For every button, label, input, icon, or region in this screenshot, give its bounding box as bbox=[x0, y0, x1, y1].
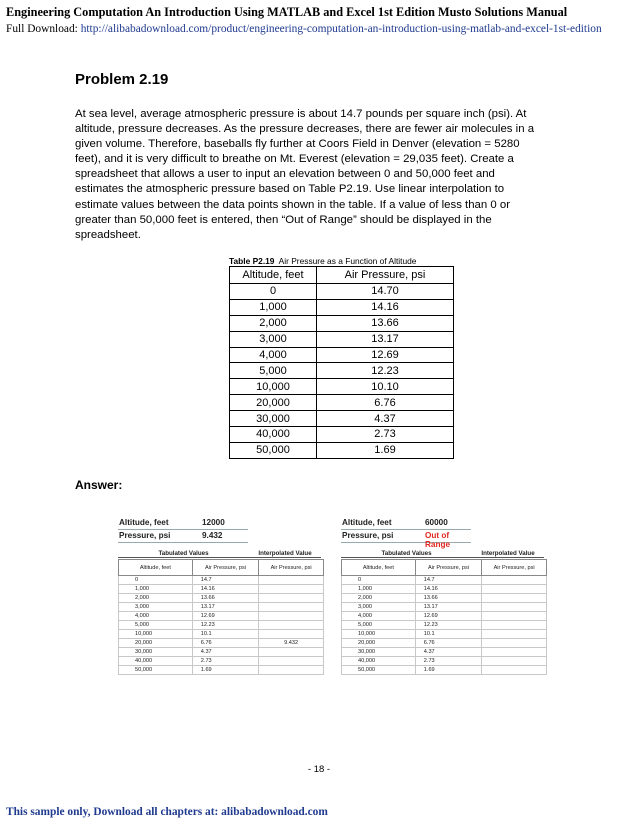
table-row bbox=[230, 315, 454, 331]
altitude-cell: 30,000 bbox=[230, 411, 317, 427]
sheet-pressure-cell: 14.16 bbox=[192, 585, 258, 594]
altitude-cell: 10,000 bbox=[230, 379, 317, 395]
spreadsheet-row bbox=[119, 630, 324, 639]
tabulated-values-header: Tabulated Values bbox=[118, 550, 249, 558]
spreadsheet-row bbox=[119, 576, 324, 585]
altitude-cell: 4,000 bbox=[230, 347, 317, 363]
sheet-pressure-cell: 13.66 bbox=[192, 594, 258, 603]
sheet-interpolated-cell bbox=[259, 657, 324, 666]
page-number: - 18 - bbox=[307, 764, 331, 775]
sheet-pressure-cell: 10.1 bbox=[192, 630, 258, 639]
spreadsheet-row bbox=[342, 621, 547, 630]
table-row bbox=[230, 442, 454, 458]
sheet-interpolated-cell bbox=[482, 603, 547, 612]
spreadsheet-table bbox=[118, 559, 324, 675]
sheet-altitude-cell: 40,000 bbox=[119, 657, 193, 666]
spreadsheet-row bbox=[119, 585, 324, 594]
problem-line: feet), and it is very difficult to breathe on Mt. Everest (elevation = 29,035 feet). Create a bbox=[75, 153, 514, 166]
sheet-pressure-cell: 2.73 bbox=[415, 657, 481, 666]
sheet-altitude-cell: 50,000 bbox=[119, 666, 193, 675]
sheet-altitude-cell: 40,000 bbox=[342, 657, 416, 666]
spreadsheet-row bbox=[342, 657, 547, 666]
pressure-cell: 14.16 bbox=[317, 299, 454, 315]
spreadsheet-header-row bbox=[342, 560, 547, 576]
spreadsheet-row bbox=[342, 594, 547, 603]
altitude-input-label: Altitude, feet bbox=[342, 518, 392, 527]
spreadsheet-row bbox=[342, 648, 547, 657]
sheet-altitude-cell: 3,000 bbox=[342, 603, 416, 612]
spreadsheet-row bbox=[342, 576, 547, 585]
sheet-altitude-cell: 1,000 bbox=[342, 585, 416, 594]
table-caption bbox=[229, 256, 416, 266]
sheet-pressure-cell: 4.37 bbox=[415, 648, 481, 657]
altitude-cell: 2,000 bbox=[230, 315, 317, 331]
sheet-pressure-cell: 14.7 bbox=[415, 576, 481, 585]
problem-line: estimates the atmospheric pressure based on Table P2.19. Use linear interpolation to bbox=[75, 183, 505, 196]
altitude-cell: 20,000 bbox=[230, 395, 317, 411]
pressure-output-row bbox=[341, 529, 471, 549]
sheet-interpolated-cell bbox=[482, 594, 547, 603]
altitude-cell: 5,000 bbox=[230, 363, 317, 379]
pressure-output-label: Pressure, psi bbox=[119, 531, 171, 540]
sheet-altitude-cell: 50,000 bbox=[342, 666, 416, 675]
spreadsheet-column-header: Air Pressure, psi bbox=[192, 560, 258, 576]
spreadsheet-row bbox=[342, 603, 547, 612]
sheet-pressure-cell: 1.69 bbox=[192, 666, 258, 675]
spreadsheet-row bbox=[342, 585, 547, 594]
altitude-cell: 40,000 bbox=[230, 427, 317, 443]
pressure-output-value: Out of Range bbox=[425, 531, 451, 549]
sheet-pressure-cell: 4.37 bbox=[192, 648, 258, 657]
sheet-altitude-cell: 10,000 bbox=[342, 630, 416, 639]
sheet-interpolated-cell bbox=[259, 648, 324, 657]
sheet-altitude-cell: 0 bbox=[119, 576, 193, 585]
pressure-cell: 14.70 bbox=[317, 284, 454, 300]
spreadsheet-row bbox=[119, 639, 324, 648]
sheet-pressure-cell: 2.73 bbox=[192, 657, 258, 666]
sheet-interpolated-cell bbox=[259, 594, 324, 603]
table-row bbox=[230, 299, 454, 315]
table-caption-text: Air Pressure as a Function of Altitude bbox=[274, 256, 417, 266]
spreadsheet-screenshot-outofrange bbox=[341, 512, 547, 673]
sheet-pressure-cell: 12.69 bbox=[192, 612, 258, 621]
sheet-altitude-cell: 1,000 bbox=[119, 585, 193, 594]
pressure-output-row bbox=[118, 529, 248, 543]
spreadsheet-screenshot-inrange bbox=[118, 512, 324, 673]
sheet-pressure-cell: 13.66 bbox=[415, 594, 481, 603]
problem-line: At sea level, average atmospheric pressure is about 14.7 pounds per square inch (psi). At bbox=[75, 108, 527, 120]
document-header-title: Engineering Computation An Introduction Using MATLAB and Excel 1st Edition Musto Solutions Manual bbox=[6, 5, 568, 19]
problem-line: estimate values between the data points shown in the table. If a value of less than 0 or bbox=[75, 198, 511, 211]
sheet-interpolated-cell bbox=[482, 585, 547, 594]
spreadsheet-column-header: Air Pressure, psi bbox=[415, 560, 481, 576]
table-row bbox=[230, 284, 454, 300]
sheet-interpolated-cell bbox=[259, 612, 324, 621]
table-caption-label: Table P2.19 bbox=[229, 256, 275, 266]
spreadsheet-column-header: Altitude, feet bbox=[119, 560, 193, 576]
sheet-altitude-cell: 30,000 bbox=[342, 648, 416, 657]
download-link[interactable]: http://alibabadownload.com/product/engineering-computation-an-introduction-using-matlab-and-excel-1st-edition bbox=[80, 23, 602, 35]
table-header-row bbox=[230, 267, 454, 284]
sheet-pressure-cell: 12.23 bbox=[192, 621, 258, 630]
sheet-altitude-cell: 2,000 bbox=[119, 594, 193, 603]
column-header-altitude: Altitude, feet bbox=[230, 267, 317, 284]
altitude-cell: 50,000 bbox=[230, 442, 317, 458]
sheet-pressure-cell: 12.69 bbox=[415, 612, 481, 621]
spreadsheet-row bbox=[119, 621, 324, 630]
sheet-pressure-cell: 10.1 bbox=[415, 630, 481, 639]
footer-download-note: This sample only, Download all chapters at: alibabadownload.com bbox=[6, 806, 328, 818]
sheet-interpolated-cell bbox=[482, 630, 547, 639]
table-row bbox=[230, 379, 454, 395]
problem-line: spreadsheet. bbox=[75, 228, 141, 241]
altitude-input-value: 12000 bbox=[202, 518, 225, 527]
sheet-pressure-cell: 1.69 bbox=[415, 666, 481, 675]
table-row bbox=[230, 427, 454, 443]
spreadsheet-row bbox=[342, 666, 547, 675]
sheet-altitude-cell: 2,000 bbox=[342, 594, 416, 603]
spreadsheet-table bbox=[341, 559, 547, 675]
spreadsheet-row bbox=[119, 657, 324, 666]
spreadsheet-column-header: Air Pressure, psi bbox=[482, 560, 547, 576]
spreadsheet-row bbox=[119, 666, 324, 675]
pressure-cell: 4.37 bbox=[317, 411, 454, 427]
sheet-interpolated-cell bbox=[259, 621, 324, 630]
sheet-altitude-cell: 3,000 bbox=[119, 603, 193, 612]
spreadsheet-column-header: Air Pressure, psi bbox=[259, 560, 324, 576]
sheet-pressure-cell: 13.17 bbox=[192, 603, 258, 612]
pressure-cell: 2.73 bbox=[317, 427, 454, 443]
altitude-input-row bbox=[341, 516, 471, 530]
sheet-pressure-cell: 13.17 bbox=[415, 603, 481, 612]
pressure-table bbox=[229, 266, 454, 459]
download-prefix: Full Download: bbox=[6, 23, 81, 35]
pressure-output-label: Pressure, psi bbox=[342, 531, 394, 540]
spreadsheet-row bbox=[119, 648, 324, 657]
problem-line: altitude, pressure decreases. As the pressure decreases, there are fewer air molecules in a bbox=[75, 123, 535, 136]
pressure-cell: 13.66 bbox=[317, 315, 454, 331]
sheet-interpolated-cell bbox=[482, 657, 547, 666]
column-header-pressure: Air Pressure, psi bbox=[317, 267, 454, 284]
spreadsheet-column-header: Altitude, feet bbox=[342, 560, 416, 576]
sheet-interpolated-cell bbox=[482, 612, 547, 621]
answer-label: Answer: bbox=[75, 478, 123, 492]
sheet-interpolated-cell bbox=[259, 585, 324, 594]
sheet-altitude-cell: 5,000 bbox=[119, 621, 193, 630]
pressure-cell: 10.10 bbox=[317, 379, 454, 395]
sheet-pressure-cell: 6.76 bbox=[192, 639, 258, 648]
interpolated-value-header: Interpolated Value bbox=[249, 550, 321, 558]
pressure-cell: 13.17 bbox=[317, 331, 454, 347]
altitude-cell: 1,000 bbox=[230, 299, 317, 315]
pressure-output-value: 9.432 bbox=[202, 531, 223, 540]
sheet-pressure-cell: 14.16 bbox=[415, 585, 481, 594]
pressure-cell: 1.69 bbox=[317, 442, 454, 458]
pressure-cell: 6.76 bbox=[317, 395, 454, 411]
sheet-altitude-cell: 0 bbox=[342, 576, 416, 585]
problem-line: given volume. Therefore, baseballs fly further at Coors Field in Denver (elevation = 5280 bbox=[75, 138, 520, 151]
altitude-input-row bbox=[118, 516, 248, 530]
altitude-input-value: 60000 bbox=[425, 518, 448, 527]
sheet-interpolated-cell bbox=[259, 630, 324, 639]
sheet-altitude-cell: 30,000 bbox=[119, 648, 193, 657]
sheet-altitude-cell: 4,000 bbox=[342, 612, 416, 621]
sheet-interpolated-cell bbox=[259, 666, 324, 675]
table-row bbox=[230, 363, 454, 379]
spreadsheet-row bbox=[342, 630, 547, 639]
sheet-interpolated-cell bbox=[482, 576, 547, 585]
sheet-interpolated-cell: 9.432 bbox=[259, 639, 324, 648]
spreadsheet-row bbox=[342, 612, 547, 621]
altitude-cell: 3,000 bbox=[230, 331, 317, 347]
problem-title: Problem 2.19 bbox=[75, 71, 169, 88]
table-row bbox=[230, 347, 454, 363]
sheet-interpolated-cell bbox=[482, 639, 547, 648]
spreadsheet-header-row bbox=[119, 560, 324, 576]
sheet-interpolated-cell bbox=[259, 576, 324, 585]
problem-statement bbox=[75, 107, 570, 243]
table-row bbox=[230, 395, 454, 411]
sheet-interpolated-cell bbox=[482, 621, 547, 630]
spreadsheet-row bbox=[119, 594, 324, 603]
spreadsheet-row bbox=[119, 612, 324, 621]
tabulated-values-header: Tabulated Values bbox=[341, 550, 472, 558]
sheet-pressure-cell: 12.23 bbox=[415, 621, 481, 630]
sheet-pressure-cell: 14.7 bbox=[192, 576, 258, 585]
problem-line: spreadsheet that allows a user to input an elevation between 0 and 50,000 feet and bbox=[75, 168, 495, 181]
altitude-cell: 0 bbox=[230, 284, 317, 300]
sheet-altitude-cell: 20,000 bbox=[342, 639, 416, 648]
problem-line: greater than 50,000 feet is entered, then “Out of Range” should be displayed in the bbox=[75, 213, 492, 226]
table-row bbox=[230, 331, 454, 347]
table-row bbox=[230, 411, 454, 427]
sheet-interpolated-cell bbox=[482, 648, 547, 657]
spreadsheet-row bbox=[342, 639, 547, 648]
sheet-altitude-cell: 5,000 bbox=[342, 621, 416, 630]
sheet-interpolated-cell bbox=[259, 603, 324, 612]
pressure-cell: 12.69 bbox=[317, 347, 454, 363]
sheet-altitude-cell: 20,000 bbox=[119, 639, 193, 648]
interpolated-value-header: Interpolated Value bbox=[472, 550, 544, 558]
altitude-input-label: Altitude, feet bbox=[119, 518, 169, 527]
sheet-altitude-cell: 10,000 bbox=[119, 630, 193, 639]
pressure-cell: 12.23 bbox=[317, 363, 454, 379]
spreadsheet-row bbox=[119, 603, 324, 612]
sheet-pressure-cell: 6.76 bbox=[415, 639, 481, 648]
sheet-interpolated-cell bbox=[482, 666, 547, 675]
sheet-altitude-cell: 4,000 bbox=[119, 612, 193, 621]
download-line bbox=[6, 23, 638, 35]
